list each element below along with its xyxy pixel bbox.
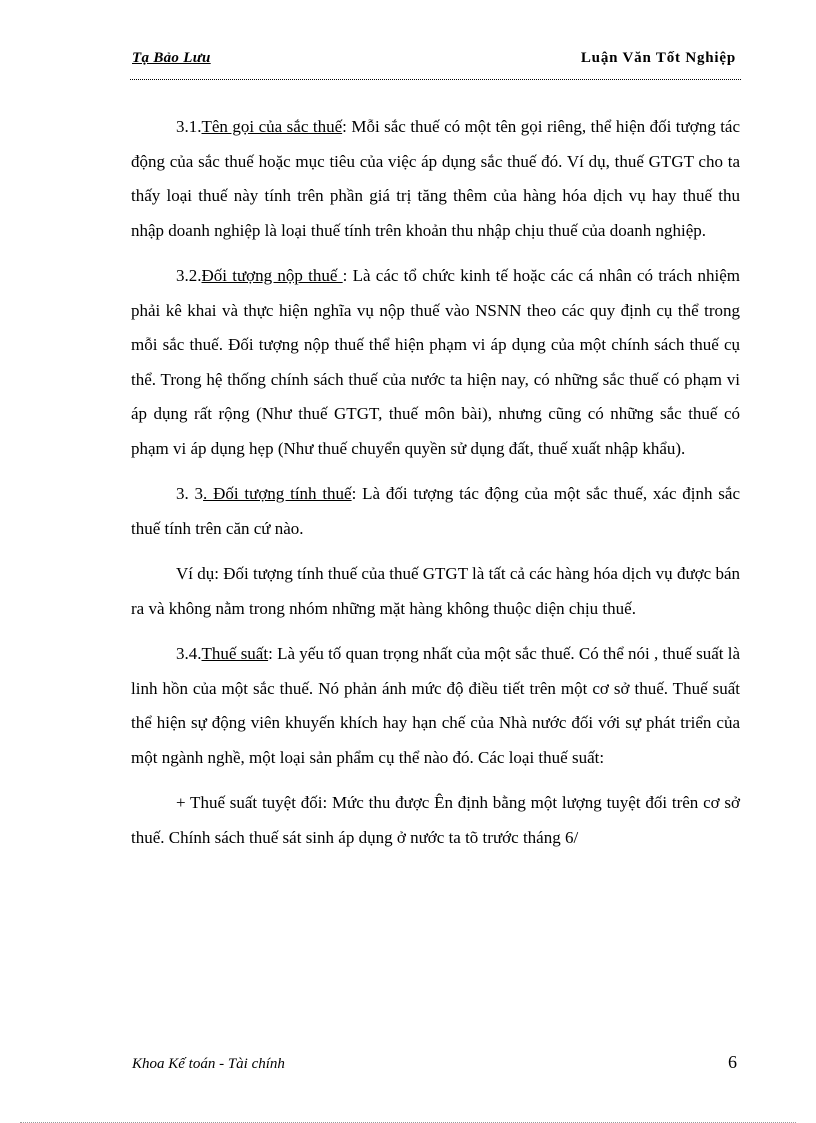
paragraph-text: : Là các tổ chức kinh tế hoặc các cá nhân có trách nhiệm phải kê khai và thực hiện nghĩa vụ nộp thuế vào NSNN theo các quy định cụ thể trong mỗi sắc thuế. Đối tượng nộp thuế thể hiện phạm vi áp dụng của một chính sách thuế cụ thể. Trong hệ thống chính sách thuế của nước ta hiện nay, có những sắc thuế có phạm vi áp dụng rất rộng (Như thuế GTGT, thuế môn bài), nhưng cũng có những sắc thuế có phạm vi áp dụng hẹp (Như thuế chuyển quyền sử dụng đất, thuế xuất nhập khẩu).: [131, 266, 740, 458]
header-divider: [130, 79, 741, 80]
paragraph-text: : Là đối tượng tác động của một sắc thuế, xác định sắc thuế tính trên căn cứ nào.: [131, 484, 740, 538]
section-heading: Đối tượng nộp thuế: [201, 266, 343, 285]
section-number: 3.2.: [176, 266, 202, 285]
footer-department: Khoa Kế toán - Tài chính: [132, 1056, 285, 1072]
header-title: Luận Văn Tốt Nghiệp: [580, 50, 736, 66]
section-number: 3.4.: [176, 644, 202, 663]
paragraph-example: [131, 557, 740, 626]
paragraph-text: + Thuế suất tuyệt đối: Mức thu được Ên định bằng một lượng tuyệt đối trên cơ sở thuế. Chính sách thuế sát sinh áp dụng ở nước ta tõ trước tháng 6/: [131, 793, 740, 847]
paragraph-3-1: [131, 110, 740, 248]
paragraph-absolute-rate: [131, 786, 740, 855]
paragraph-3-3: [131, 477, 740, 546]
paragraph-text: : Là yếu tố quan trọng nhất của một sắc thuế. Có thể nói , thuế suất là linh hồn của một sắc thuế. Nó phản ánh mức độ điều tiết trên một cơ sở thuế. Thuế suất thể hiện sự động viên khuyến khích hay hạn chế của Nhà nước đối với sự phát triển của một ngành nghề, một loại sản phẩm cụ thể nào đó. Các loại thuế suất:: [131, 644, 740, 767]
paragraph-text: : Mỗi sắc thuế có một tên gọi riêng, thể hiện đối tượng tác động của sắc thuế hoặc mục tiêu của việc áp dụng sắc thuế đó. Ví dụ, thuế GTGT cho ta thấy loại thuế này tính trên phần giá trị tăng thêm của hàng hóa dịch vụ hay thuế thu nhập doanh nghiệp là loại thuế tính trên khoản thu nhập chịu thuế của doanh nghiệp.: [131, 117, 741, 240]
paragraph-text: Ví dụ: Đối tượng tính thuế của thuế GTGT là tất cả các hàng hóa dịch vụ được bán ra và không nằm trong nhóm những mặt hàng không thuộc diện chịu thuế.: [131, 564, 740, 618]
section-heading: Thuế suất: [201, 644, 269, 663]
document-body: [131, 110, 740, 866]
page-number: 6: [728, 1052, 737, 1072]
page-header: [132, 50, 740, 72]
section-heading: . Đối tượng tính thuế: [203, 484, 352, 503]
section-number: 3. 3: [176, 484, 204, 503]
section-heading: Tên gọi của sắc thuế: [201, 117, 343, 136]
paragraph-3-4: [131, 637, 740, 775]
paragraph-3-2: [131, 259, 740, 466]
header-author: Tạ Bảo Lưu: [132, 50, 211, 66]
section-number: 3.1.: [176, 117, 202, 136]
